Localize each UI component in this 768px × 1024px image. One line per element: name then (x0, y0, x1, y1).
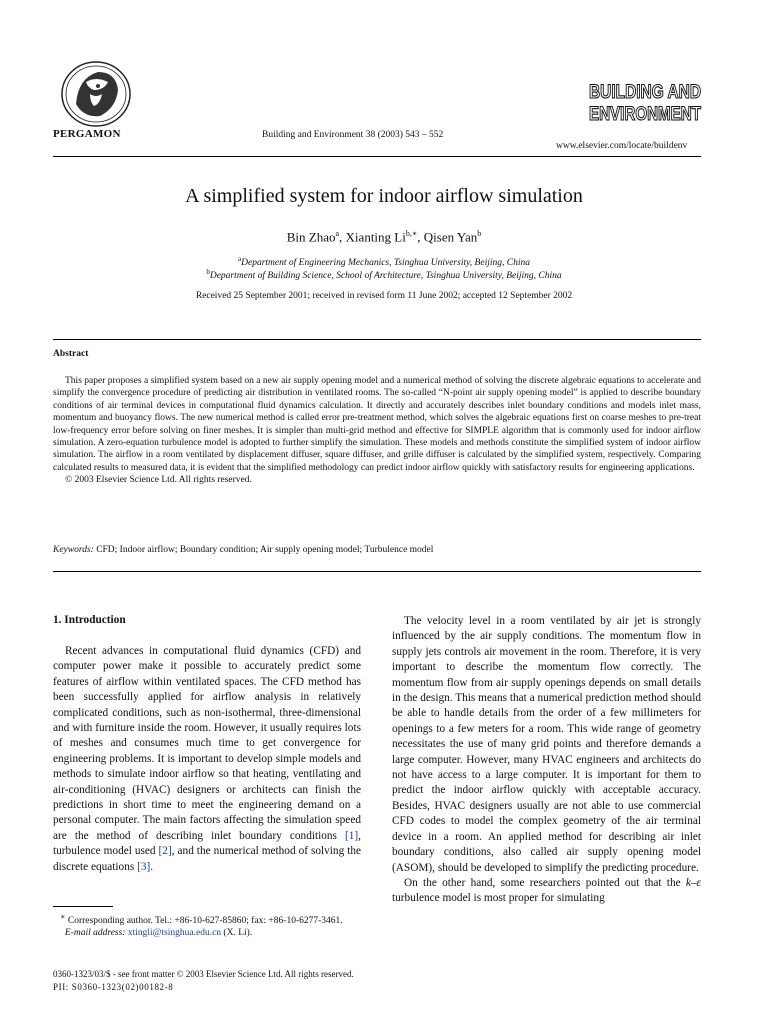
citation-link[interactable]: [1] (344, 829, 359, 842)
abstract-bottom-rule (53, 571, 701, 572)
citation-link[interactable]: [3] (137, 860, 151, 873)
footnote (53, 911, 361, 940)
abstract-body (53, 375, 701, 487)
citation-link[interactable]: [2] (158, 845, 172, 858)
left-column (53, 644, 361, 875)
abstract-text: This paper proposes a simplified system based on a new air supply opening model and a numerical method of solving the discrete algebraic equations to accelerate and simplify the convergence procedure of predicting air distribution in ventilated rooms. The so-called “N-point air supply opening model” is applied to describe boundary conditions of air terminal devices in computational fluid dynamics calculation. It directly and accurately describes inlet boundary conditions and models inlet mass, momentum and buoyancy flows. The new numerical method is called error pre-treatment method, which solves the algebraic equations first on coarse meshes to pre-treat low-frequency error before solving on finer meshes. It is simpler than multi-grid method and effective for SIMPLE algorithm that is commonly used for indoor airflow simulation. A zero-equation turbulence model is adopted to further simplify the simulation. These models and methods constitute the simplified system of indoor airflow simulation. The airflow in a room ventilated by displacement diffuser, square diffuser, and grille diffuser is calculated by the simplified system, respectively. Comparing calculated results to measured data, it is evident that the simplified methodology can predict indoor airflow quickly with satisfactory results for engineering applications. (53, 376, 701, 473)
body-paragraph (392, 876, 701, 907)
affiliation-text: Department of Building Science, School of Architecture, Tsinghua University, Beijing, China (209, 271, 562, 282)
affiliation-mark: a (238, 255, 242, 263)
math-symbol: k–ε (685, 876, 701, 889)
body-paragraph: The velocity level in a room ventilated by air jet is strongly influenced by the air supply conditions. The momentum flow in supply jets controls air movement in the room. Therefore, it is very important to describe the momentum flow correctly. The momentum flow from air supply openings depends on small details in the design. This means that a numerical prediction method should be able to handle details from the order of a few millimeters for openings to a few meters for a room. This wide range of geometry necessitates the use of many grid points and therefore demands a large computer. However, many HVAC engineers and architects do not have access to a large computer. It is important for them to predict the indoor airflow quickly with acceptable accuracy. Besides, HVAC designers usually are not able to use commercial CFD codes to model the complex geometry of the air terminal device in a room. An applied method for describing air inlet boundary conditions, also called air supply opening model (ASOM), should be developed to simplify the predicting procedure. (392, 615, 701, 874)
footnote-mark: ∗ (60, 912, 66, 921)
author-list: Bin Zhao$^a$, Xianting $Li^{b,∗}$, Qisen Yan$^b$ (286, 229, 482, 245)
paragraph-text: , and the numerical method of solving the discrete equations (53, 845, 361, 873)
footnote-text: Corresponding author. Tel.: +86-10-627-85860; fax: +86-10-6277-3461. (67, 916, 343, 927)
author-affiliation-mark: b,∗ (405, 229, 418, 238)
paragraph-text: . (150, 860, 154, 873)
received-dates: Received 25 September 2001; received in revised form 11 June 2002; accepted 12 September 2002 (195, 291, 573, 301)
journal-url[interactable]: www.elsevier.com/locate/buildenv (556, 141, 688, 151)
right-column (392, 614, 701, 907)
intro-paragraph (53, 644, 361, 875)
paragraph-text: Recent advances in computational fluid dynamics (CFD) and computer power make it possible to accurately predict some features of airflow within ventilated spaces. The CFD method has been successfully applied for airflow analysis in relatively complicated conditions, such as non-isothermal, three-dimensional and with furniture inside the room. However, it usually requires lots of meshes and consumes much time to get convergence for engineering problems. It is important to develop simple models and methods to simulate indoor airflow so that heating, ventilating and air-conditioning (HVAC) designers or architects can finish the predictions in short time to meet the engineering demand on a personal computer. The main factors affecting the simulation speed are the method of describing inlet boundary conditions (53, 645, 361, 842)
front-matter-line: 0360-1323/03/$ - see front matter © 2003 Elsevier Science Ltd. All rights reserved. (53, 969, 354, 979)
keywords-text: CFD; Indoor airflow; Boundary condition; Air supply opening model; Turbulence model (96, 545, 434, 555)
affiliation-a (0, 255, 768, 268)
abstract-copyright: © 2003 Elsevier Science Ltd. All rights reserved. (65, 475, 252, 486)
author-affiliation-mark: a (335, 229, 340, 238)
author-name: Bin Zhao (286, 229, 336, 245)
publisher-logo (60, 60, 132, 128)
paragraph-text: turbulence model is most proper for simulating (392, 892, 605, 905)
section-heading: 1. Introduction (53, 614, 126, 626)
author-affiliation-mark: b (477, 229, 482, 238)
affiliation-text: Department of Engineering Mechanics, Tsinghua University, Beijing, China (241, 258, 530, 269)
affiliation-mark: b (206, 268, 210, 276)
affiliation-b (0, 268, 768, 281)
email-label: E-mail address: (64, 928, 126, 939)
journal-brand-logo (588, 79, 702, 123)
header-rule (53, 156, 701, 157)
brand-line-1: BUILDING AND (589, 82, 701, 103)
pii-line: PII: S0360-1323(02)00182-8 (53, 982, 174, 992)
paragraph-text: , turbulence model used (53, 829, 361, 858)
author-name: Qisen Yan (423, 229, 478, 245)
footnote-rule (53, 906, 113, 907)
author-name: Xianting Li (345, 229, 406, 245)
abstract-top-rule (53, 339, 701, 340)
journal-reference: Building and Environment 38 (2003) 543 – 552 (262, 130, 444, 140)
brand-line-2: ENVIRONMENT (589, 104, 702, 125)
footnote-email (53, 927, 361, 939)
email-suffix: (X. Li). (223, 928, 253, 939)
abstract-heading: Abstract (53, 349, 89, 359)
publisher-name: PERGAMON (53, 128, 121, 140)
keywords-label: Keywords: (53, 545, 94, 555)
keywords (53, 545, 701, 555)
article-title: A simplified system for indoor airflow simulation (185, 185, 583, 207)
footnote-contact (53, 911, 361, 927)
paragraph-text: On the other hand, some researchers pointed out that the (404, 876, 686, 889)
email-link[interactable]: xtingli@tsinghua.edu.cn (127, 928, 222, 939)
